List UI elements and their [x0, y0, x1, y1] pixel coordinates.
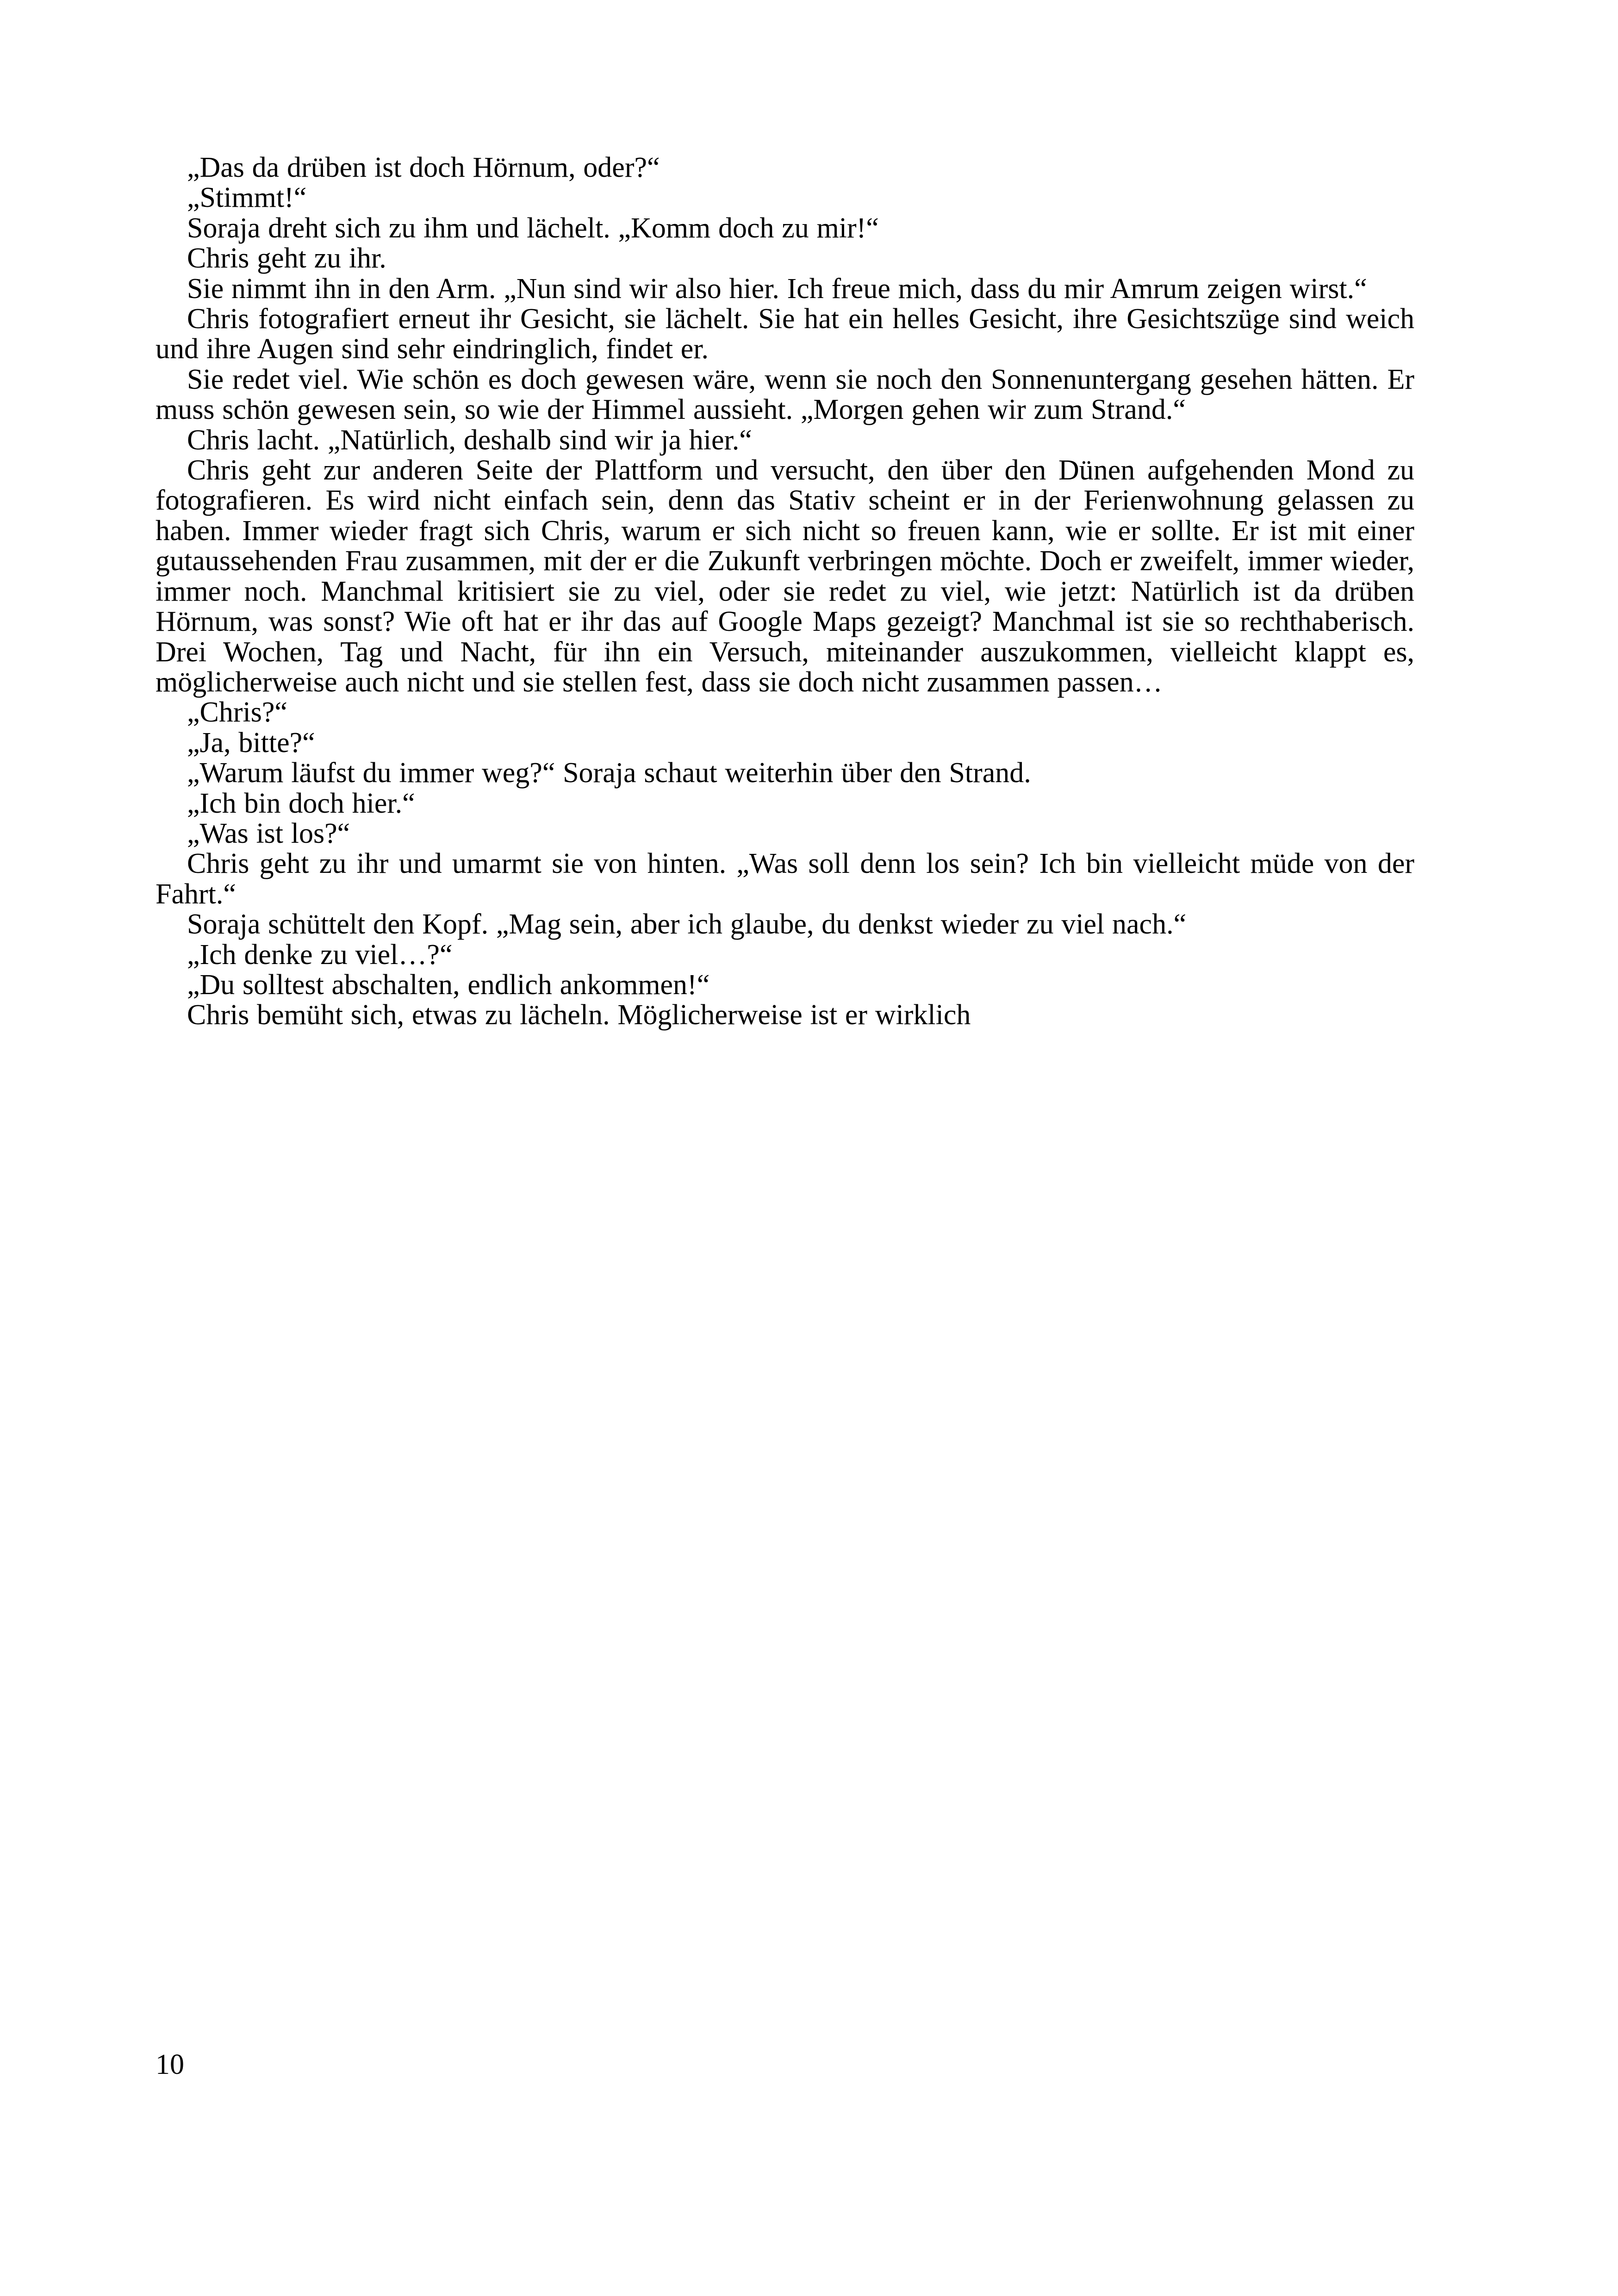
paragraph: Sie redet viel. Wie schön es doch gewesen wäre, wenn sie noch den Sonnenuntergang gesehen hätten. Er muss schön gewesen sein, so wie der Himmel aussieht. „Morgen gehen wir zum Strand.“	[156, 363, 1414, 426]
paragraph: „Ich denke zu viel…?“	[187, 939, 453, 971]
paragraph: „Warum läufst du immer weg?“ Soraja schaut weiterhin über den Strand.	[187, 757, 1031, 789]
paragraph: Chris bemüht sich, etwas zu lächeln. Möglicherweise ist er wirklich	[187, 999, 971, 1031]
paragraph: Chris fotografiert erneut ihr Gesicht, sie lächelt. Sie hat ein helles Gesicht, ihre Gesichtszüge sind weich und ihre Augen sind sehr eindringlich, findet er.	[156, 303, 1414, 365]
paragraph: „Ich bin doch hier.“	[187, 787, 415, 819]
paragraph: „Was ist los?“	[187, 817, 350, 849]
page-number: 10	[156, 2049, 184, 2080]
paragraph: „Chris?“	[187, 697, 287, 728]
paragraph: Soraja schüttelt den Kopf. „Mag sein, aber ich glaube, du denkst wieder zu viel nach.“	[187, 908, 1187, 940]
paragraph: „Ja, bitte?“	[187, 727, 315, 759]
paragraph: Chris geht zur anderen Seite der Plattform und versucht, den über den Dünen aufgehenden Mond zu fotografieren. Es wird nicht einfach sein, denn das Stativ scheint er in der Ferienwohnung gelassen zu haben. Immer wieder fragt sich Chris, warum er sich nicht so freuen kann, wie er sollte. Er ist mit einer gutaussehenden Frau zusammen, mit der er die Zukunft verbringen möchte. Doch er zweifelt, immer wieder, immer noch. Manchmal kritisiert sie zu viel, oder sie redet zu viel, wie jetzt: Natürlich ist da drüben Hörnum, was sonst? Wie oft hat er ihr das auf Google Maps gezeigt? Manchmal ist sie so rechthaberisch. Drei Wochen, Tag und Nacht, für ihn ein Versuch, miteinander auszukommen, vielleicht klappt es, möglicherweise auch nicht und sie stellen fest, dass sie doch nicht zusammen passen…	[156, 454, 1414, 698]
page-body-text	[156, 153, 1414, 1031]
paragraph: Chris lacht. „Natürlich, deshalb sind wir ja hier.“	[187, 424, 752, 456]
paragraph: Sie nimmt ihn in den Arm. „Nun sind wir also hier. Ich freue mich, dass du mir Amrum zeigen wirst.“	[187, 273, 1367, 305]
paragraph: Soraja dreht sich zu ihm und lächelt. „Komm doch zu mir!“	[187, 212, 879, 244]
paragraph: „Stimmt!“	[187, 182, 307, 214]
paragraph: Chris geht zu ihr und umarmt sie von hinten. „Was soll denn los sein? Ich bin vielleicht müde von der Fahrt.“	[156, 848, 1414, 910]
paragraph: Chris geht zu ihr.	[187, 243, 386, 274]
paragraph: „Du solltest abschalten, endlich ankommen!“	[187, 969, 710, 1001]
paragraph: „Das da drüben ist doch Hörnum, oder?“	[187, 152, 660, 183]
